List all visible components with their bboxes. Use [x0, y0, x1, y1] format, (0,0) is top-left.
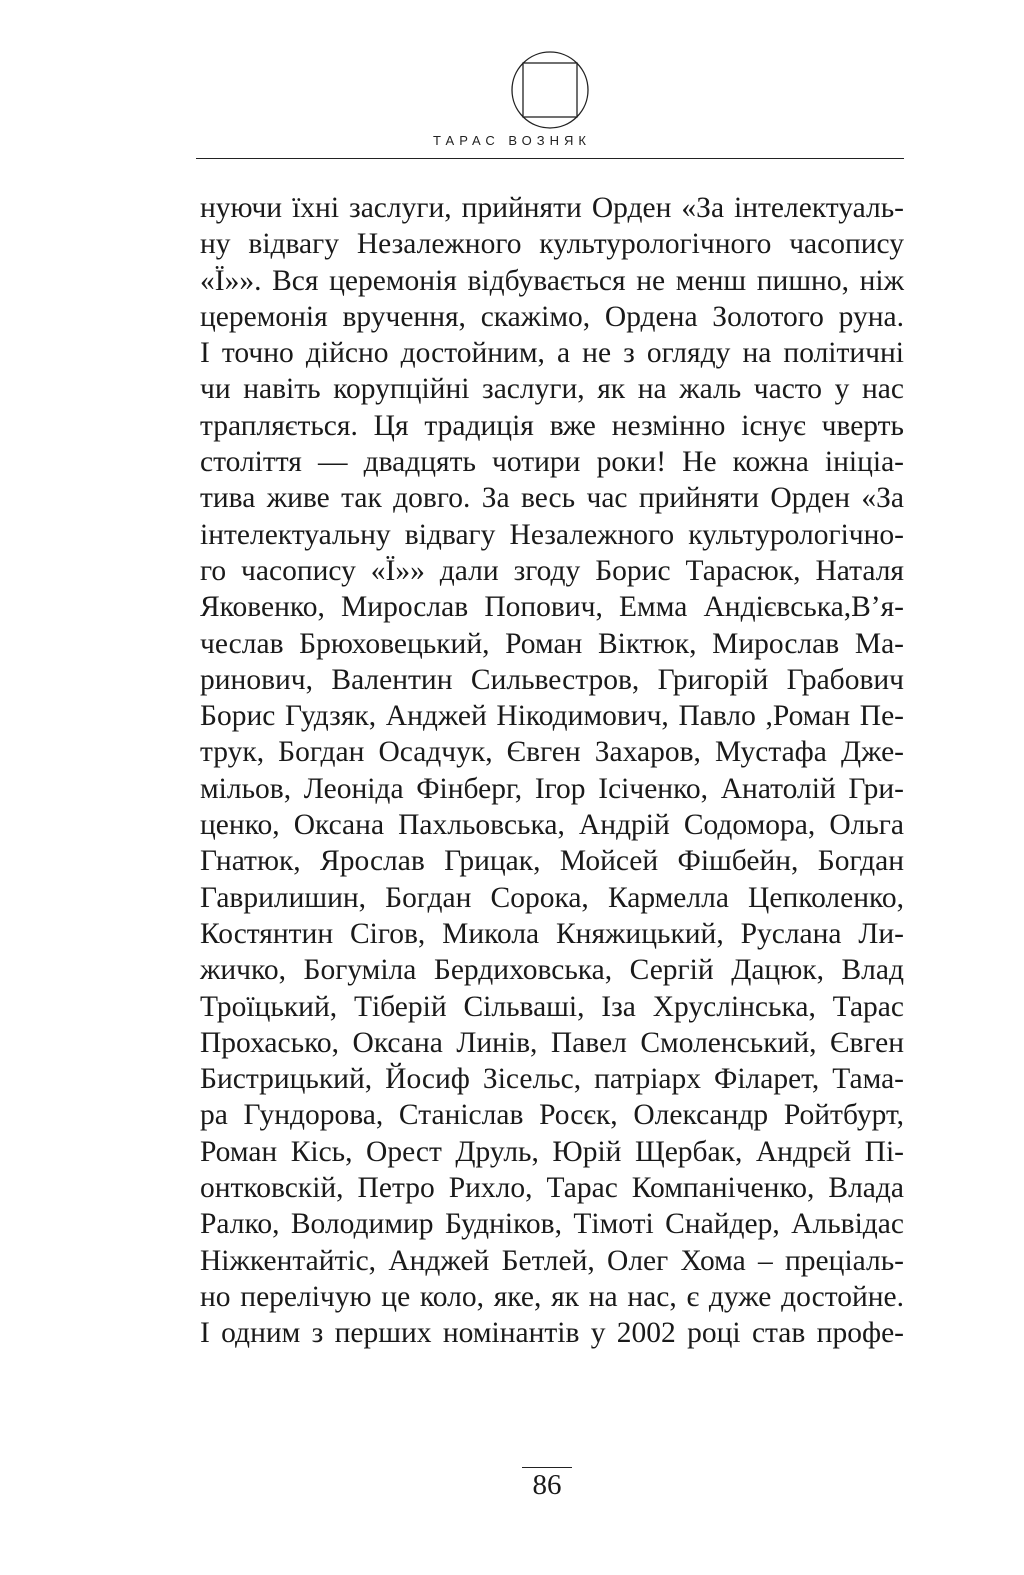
body-text: [200, 190, 904, 1352]
text-line: го часопису «Ї»» дали згоду Борис Тарасюк, Наталя: [200, 554, 904, 587]
text-line: Ніжкентайтіс, Анджей Бетлей, Олег Хома – преціаль-: [200, 1244, 904, 1277]
text-line: інтелектуальну відвагу Незалежного культурологічно-: [200, 518, 904, 551]
text-line: тива живе так довго. За весь час прийняти Орден «За: [200, 482, 904, 515]
text-line: ра Гундорова, Станіслав Росєк, Олександр Ройтбурт,: [200, 1099, 904, 1132]
text-line: мільов, Леоніда Фінберг, Ігор Ісіченко, Анатолій Гри-: [200, 772, 904, 805]
text-line: чи навіть корупційні заслуги, як на жаль часто у нас: [200, 373, 904, 406]
text-line: трапляється. Ця традиція вже незмінно існує чверть: [200, 409, 904, 442]
text-line: століття — двадцять чотири роки! Не кожна ініціа-: [200, 446, 904, 479]
text-line: Костянтин Сігов, Микола Княжицький, Руслана Ли-: [200, 917, 904, 950]
text-line: но перелічую це коло, яке, як на нас, є дуже достойне.: [200, 1280, 904, 1313]
text-line: Прохасько, Оксана Линів, Павел Смоленський, Євген: [200, 1026, 904, 1059]
text-line: І точно дійсно достойним, а не з огляду на політичні: [200, 337, 904, 370]
text-line: «Ї»». Вся церемонія відбувається не менш пишно, ніж: [200, 264, 904, 297]
text-line: Борис Гудзяк, Анджей Нікодимович, Павло ,Роман Пе-: [200, 700, 904, 733]
text-line: І одним з перших номінантів у 2002 році став профе-: [200, 1317, 904, 1350]
text-line: чеслав Брюховецький, Роман Віктюк, Мирослав Ма-: [200, 627, 904, 660]
text-line: трук, Богдан Осадчук, Євген Захаров, Мустафа Дже-: [200, 736, 904, 769]
running-head: ТАРАС ВОЗНЯК: [433, 133, 591, 148]
text-line: Роман Кісь, Орест Друль, Юрій Щербак, Андрєй Пі-: [200, 1135, 904, 1168]
text-line: онтковскій, Петро Рихло, Тарас Компаніченко, Влада: [200, 1172, 904, 1205]
text-line: Ралко, Володимир Будніков, Тімоті Снайдер, Альвідас: [200, 1208, 904, 1241]
text-line: ценко, Оксана Пахльовська, Андрій Содомора, Ольга: [200, 809, 904, 842]
text-line: Гаврилишин, Богдан Сорока, Кармелла Цепколенко,: [200, 881, 904, 914]
page-number: 86: [532, 1469, 562, 1501]
text-line: Гнатюк, Ярослав Грицак, Мойсей Фішбейн, Богдан: [200, 845, 904, 878]
circle-square-emblem-icon: [510, 50, 590, 130]
text-line: Бистрицький, Йосиф Зісельс, патріарх Філарет, Тама-: [200, 1063, 904, 1096]
text-line: ну відвагу Незалежного культурологічного часопису: [200, 228, 904, 261]
text-line: Троїцький, Тіберій Сільваші, Іза Хруслінська, Тарас: [200, 990, 904, 1023]
text-line: церемонія вручення, скажімо, Ордена Золотого руна.: [200, 300, 904, 333]
text-line: Яковенко, Мирослав Попович, Емма Андієвська,В’я-: [200, 591, 904, 624]
text-line: нуючи їхні заслуги, прийняти Орден «За інтелектуаль-: [200, 192, 904, 224]
text-line: ринович, Валентин Сильвестров, Григорій Грабович: [200, 663, 904, 696]
header-rule: [196, 158, 904, 159]
text-line: жичко, Богуміла Бердиховська, Сергій Дацюк, Влад: [200, 954, 904, 987]
